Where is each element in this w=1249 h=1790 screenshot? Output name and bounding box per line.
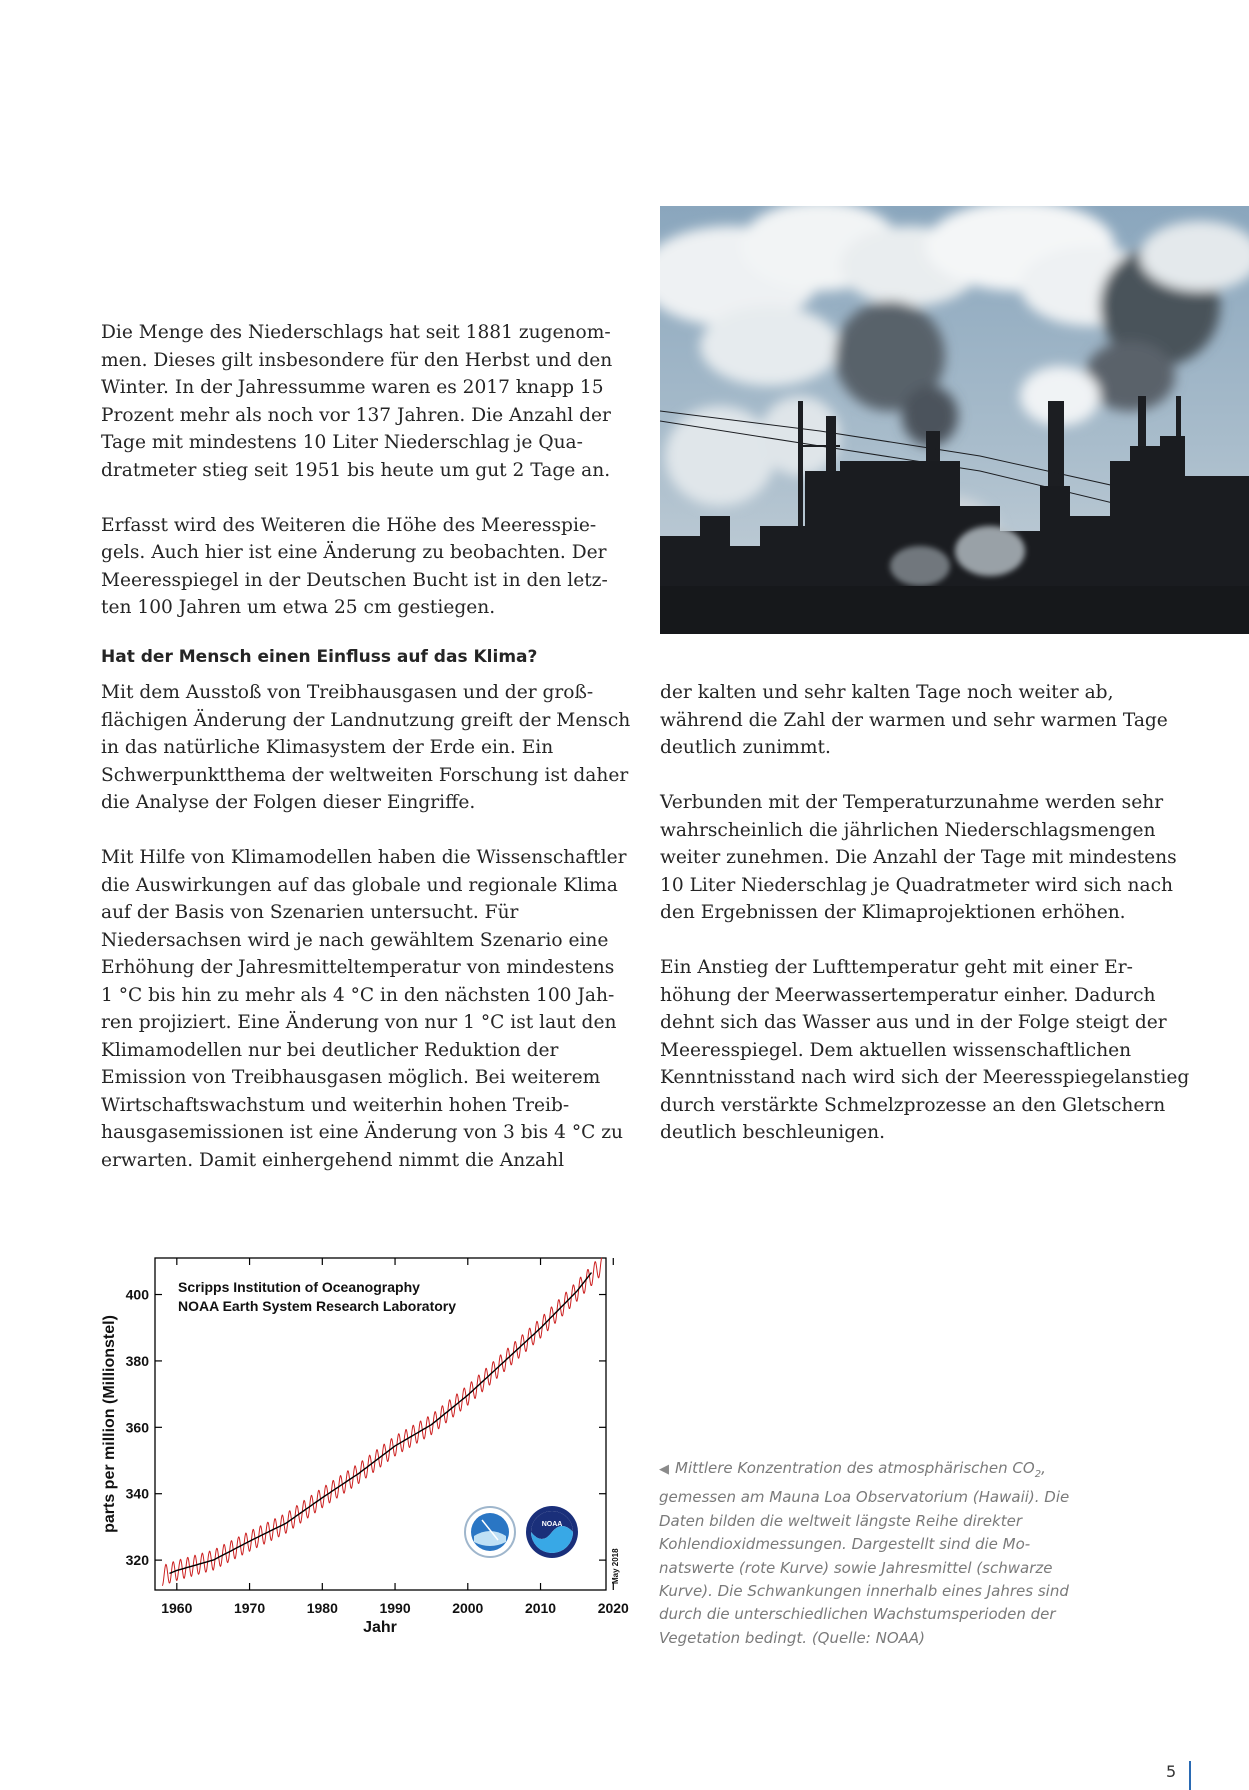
noaa-logo-icon — [526, 1506, 578, 1558]
x-tick-label: 2000 — [452, 1600, 484, 1616]
y-tick-label: 360 — [125, 1419, 149, 1436]
paragraph-precipitation: Die Menge des Niederschlags hat seit 1881 zugenommen. Dieses gilt insbesondere für den Herbst und den Winter. In der Jahressumme waren es 2017 knapp 15 Prozent mehr als noch vor 137 Jahren. Die Anzahl der Tage mit mindestens 10 Liter Niederschlag je Quadratmeter stieg seit 1951 bis heute um gut 2 Tage an. — [101, 322, 613, 481]
x-tick-label: 1970 — [233, 1600, 266, 1616]
paragraph-cold-days: der kalten und sehr kalten Tage noch weiter ab, während die Zahl der warmen und sehr warmen Tage deutlich zunimmt. — [660, 682, 1168, 758]
y-tick-label: 380 — [125, 1352, 149, 1369]
smokestack-photo — [660, 206, 1249, 634]
y-axis-label: parts per million (Millionstel) — [101, 1315, 118, 1533]
y-tick-label: 400 — [125, 1286, 149, 1303]
paragraph-climate-models: Mit Hilfe von Klimamodellen haben die Wissenschaftler die Auswirkungen auf das globale und regionale Klima auf der Basis von Szenarien untersucht. Für Niedersachsen wird je nach gewähltem Szenario eine Erhöhung der Jahresmitteltemperatur von mindestens 1 °C bis hin zu mehr als 4 °C in den nächsten 100 Jahren projiziert. Eine Änderung von nur 1 °C ist laut den Klimamodellen nur bei deutlicher Reduktion der Emission von Treibhausgasen möglich. Bei weiterem Wirtschaftswachstum und weiterhin hohen Treibhausgasemissionen ist eine Änderung von 3 bis 4 °C zu erwarten. Damit einhergehend nimmt die Anzahl — [101, 847, 627, 1171]
column-2 — [660, 679, 1190, 1174]
caption-subscript: 2 — [1034, 1469, 1042, 1480]
co2-chart-svg — [96, 1250, 646, 1650]
x-tick-label: 1980 — [306, 1600, 338, 1616]
x-tick-label: 1960 — [161, 1600, 193, 1616]
annotation-noaa-esrl: NOAA Earth System Research Laboratory — [178, 1298, 457, 1314]
scripps-logo-icon — [465, 1507, 515, 1557]
column-1-bottom — [101, 679, 631, 1202]
date-label: May 2018 — [611, 1548, 620, 1584]
column-1-top — [101, 319, 631, 649]
annotation-scripps: Scripps Institution of Oceanography — [178, 1279, 420, 1295]
paragraph-precipitation-projection: Verbunden mit der Temperaturzunahme werden sehr wahrscheinlich die jährlichen Niederschlagsmengen weiter zunehmen. Die Anzahl der Tage mit mindestens 10 Liter Niederschlag je Quadratmeter wird sich nach den Ergebnissen der Klimaprojektionen erhöhen. — [660, 792, 1177, 923]
figure-caption — [659, 1457, 1079, 1650]
x-tick-label: 2010 — [524, 1600, 557, 1616]
paragraph-sea-temperature: Ein Anstieg der Lufttemperatur geht mit einer Erhöhung der Meerwassertemperatur einher. Dadurch dehnt sich das Wasser aus und in der Folge steigt der Meeresspiegel. Dem aktuellen wissenschaftlichen Kenntnisstand nach wird sich der Meeresspiegelanstieg durch verstärkte Schmelzprozesse an den Gletschern deutlich beschleunigen. — [660, 957, 1190, 1143]
paragraph-sea-level: Erfasst wird des Weiteren die Höhe des Meeresspiegels. Auch hier ist eine Änderung zu beobachten. Der Meeresspiegel in der Deutschen Bucht ist in den letzten 100 Jahren um etwa 25 cm gestiegen. — [101, 514, 608, 618]
page-number: 5 — [1166, 1762, 1177, 1781]
caption-arrow-icon: ◀ — [659, 1462, 669, 1477]
paragraph-human-influence: Mit dem Ausstoß von Treibhausgasen und der großflächigen Änderung der Landnutzung greift der Mensch in das natürliche Klimasystem der Erde ein. Ein Schwerpunktthema der weltweiten Forschung ist daher die Analyse der Folgen dieser Eingriffe. — [101, 682, 631, 813]
x-tick-label: 1990 — [379, 1600, 411, 1616]
x-tick-label: 2020 — [597, 1600, 629, 1616]
y-tick-label: 340 — [125, 1485, 149, 1502]
caption-text-start: Mittlere Konzentration des atmosphärischen CO — [675, 1459, 1035, 1477]
y-tick-label: 320 — [125, 1552, 149, 1569]
section-heading: Hat der Mensch einen Einfluss auf das Klima? — [101, 647, 538, 667]
x-axis-label: Jahr — [363, 1619, 397, 1636]
co2-chart — [96, 1250, 646, 1650]
page-number-bar — [1189, 1761, 1191, 1790]
noaa-logo-text: NOAA — [541, 1521, 563, 1528]
caption-text-end: , gemessen am Mauna Loa Observatorium (Hawaii). Die Daten bilden die weltweit längste Reihe direkter Kohlendioxidmessungen. Dargestellt sind die Monatswerte (rote Kurve) sowie Jahresmittel (schwarze Kurve). Die Schwankungen innerhalb eines Jahres sind durch die unterschiedlichen Wachstumsperioden der Vegetation bedingt. (Quelle: NOAA) — [659, 1459, 1070, 1647]
